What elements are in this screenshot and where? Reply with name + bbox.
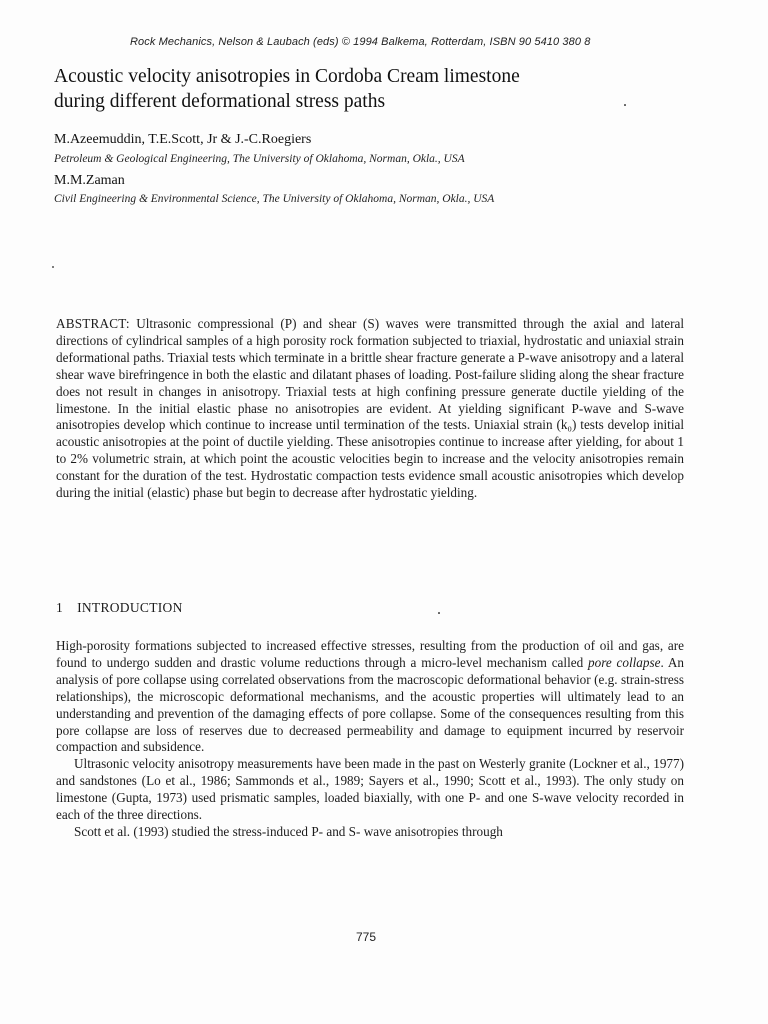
scan-speck (438, 612, 440, 614)
abstract-text: Ultrasonic compressional (P) and shear (S) waves were transmitted through the axial and lateral directions of cylindrical samples of a high porosity rock formation subjected to triaxial, hydrostatic and uniaxial strain deformational paths. Triaxial tests which terminate in a brittle shear fracture generate a P-wave anisotropy and a lateral shear wave birefringence in both the elastic and dilatant phases of loading. Post-failure sliding along the shear fracture does not result in changes in anisotropy. Triaxial tests at high confining pressure generate ductile yielding of the limestone. In the initial elastic phase no anisotropies are evident. At yielding significant P-wave and S-wave anisotropies develop which continue to increase until termination of the tests. Uniaxial strain (k₀) tests develop initial acoustic anisotropies at the point of ductile yielding. These anisotropies continue to increase after yielding, for about 1 to 2% volumetric strain, at which point the acoustic velocities begin to increase and the velocity anisotropies remain constant for the duration of the test. Hydrostatic compaction tests evidence small acoustic anisotropies which develop during the initial (elastic) phase but begin to decrease after hydrostatic yielding. (56, 316, 684, 501)
intro-paragraph-2: Ultrasonic velocity anisotropy measurements have been made in the past on Westerly granite (Lockner et al., 1977) and sandstones (Lo et al., 1986; Sammonds et al., 1989; Sayers et al., 1990; Scott et al., 1993). The only study on limestone (Gupta, 1973) used prismatic samples, loaded biaxially, with one P- and one S-wave velocity recorded in each of the three directions. (56, 756, 684, 823)
paper-title-line-2: during different deformational stress paths (54, 91, 386, 112)
section-title: INTRODUCTION (77, 600, 183, 615)
intro-paragraph-1 (56, 638, 684, 756)
paper-title (54, 64, 694, 114)
paper-title-line-1: Acoustic velocity anisotropies in Cordoba Cream limestone (54, 66, 520, 87)
intro-p1-term: pore collapse (588, 654, 661, 670)
page-number: 775 (356, 930, 377, 944)
author-affiliation-2: Civil Engineering & Environmental Science, The University of Oklahoma, Norman, Okla., USA (54, 193, 495, 205)
intro-paragraph-3: Scott et al. (1993) studied the stress-induced P- and S- wave anisotropies through (74, 823, 503, 839)
abstract (56, 316, 684, 502)
introduction-body (56, 638, 684, 841)
intro-p1-end: . An analysis of pore collapse using correlated observations from the macroscopic deformational behavior (e.g. strain-stress relationships), the microscopic deformational mechanisms, and the acoustic properties will ultimately lead to an understanding and prevention of the damaging effects of pore collapse. Some of the consequences resulting from this pore collapse are loss of reserves due to decreased permeability and damage to equipment incurred by reservoir compaction and subsidence. (56, 654, 684, 755)
author-names-1: M.Azeemuddin, T.E.Scott, Jr & J.-C.Roegiers (54, 132, 312, 147)
abstract-label: ABSTRACT: (56, 316, 130, 331)
scan-speck (624, 104, 626, 106)
running-head: Rock Mechanics, Nelson & Laubach (eds) © 1994 Balkema, Rotterdam, ISBN 90 5410 380 8 (130, 36, 591, 48)
scan-speck (52, 266, 54, 268)
section-number: 1 (56, 600, 64, 615)
author-affiliation-1: Petroleum & Geological Engineering, The University of Oklahoma, Norman, Okla., USA (54, 153, 465, 165)
section-heading-introduction (56, 600, 183, 616)
author-names-2: M.M.Zaman (54, 173, 125, 188)
abstract-paragraph (56, 316, 684, 502)
intro-p1-start: High-porosity formations subjected to increased effective stresses, resulting from the production of oil and gas, are found to undergo sudden and drastic volume reductions through a micro-level mechanism called (56, 638, 684, 670)
